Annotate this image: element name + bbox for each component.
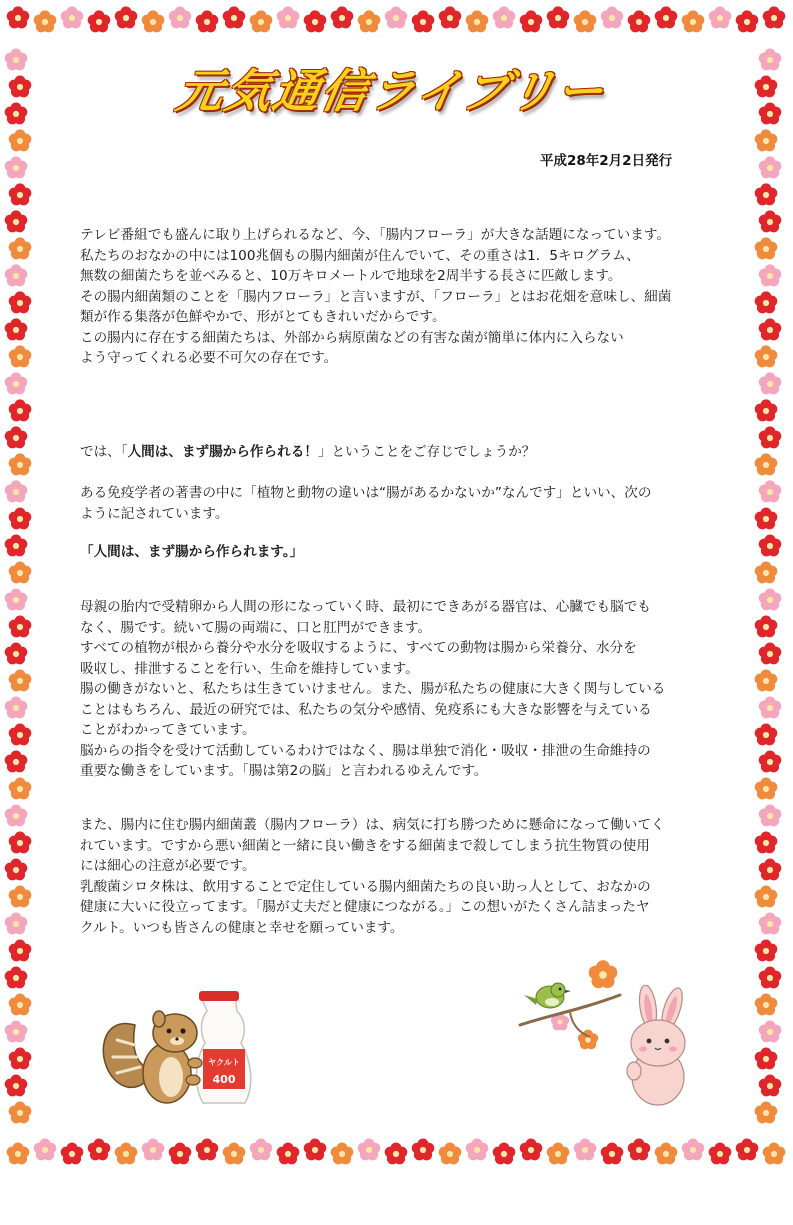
plum-blossom-icon [7,1143,30,1165]
plum-blossom-icon [466,10,489,32]
plum-blossom-icon [5,1021,28,1043]
quote-heading [80,542,720,563]
plum-blossom-icon [755,724,778,746]
bird-icon [524,983,571,1008]
plum-blossom-icon [547,1143,570,1165]
plum-blossom-icon [5,697,28,719]
plum-blossom-icon [9,724,32,746]
text-line: すべての植物が根から養分や水分を吸収するように、すべての動物は腸から栄養分、水分を [80,640,637,656]
plum-blossom-icon [61,1143,84,1165]
plum-blossom-icon [759,103,782,125]
plum-blossom-icon [5,1075,28,1097]
plum-blossom-icon [755,562,778,584]
plum-blossom-icon [755,1102,778,1124]
squirrel-bottle-illustration [95,985,265,1115]
plum-blossom-icon [763,6,786,28]
plum-blossom-icon [709,6,732,28]
plum-blossom-icon [759,264,782,286]
plum-blossom-icon [358,10,381,32]
plum-blossom-icon [5,49,28,71]
text-line: 吸収し、排泄することを行い、生命を維持しています。 [80,660,419,677]
plum-blossom-icon [759,480,782,502]
plum-blossom-icon [439,6,462,28]
plum-blossom-icon [466,1139,489,1161]
plum-blossom-icon [755,453,778,475]
text-line: なく、腸です。続いて腸の両端に、口と肛門ができます。 [80,619,431,636]
plum-blossom-icon [61,6,84,28]
plum-blossom-icon [9,76,32,98]
plum-blossom-icon [5,751,28,773]
plum-blossom-icon [196,10,219,32]
plum-blossom-icon [250,1139,273,1161]
plum-blossom-icon [5,480,28,502]
plum-blossom-icon [9,670,32,692]
plum-blossom-icon [9,129,32,151]
text-line: その腸内細菌類のことを「腸内フローラ」と言いますが、「フローラ」とはお花畑を意味し、細菌 [80,288,672,305]
plum-blossom-icon [34,1139,57,1161]
plum-blossom-icon [628,10,651,32]
bottle-brand: ヤクルト [208,1058,240,1067]
plum-blossom-icon [759,372,782,394]
plum-blossom-icon [9,940,32,962]
text-line: 腸の働きがないと、私たちは生きていけません。また、腸が私たちの健康に大きく関与している [80,681,666,697]
plum-blossom-icon [655,6,678,28]
plum-blossom-icon [682,10,705,32]
plum-blossom-icon [9,508,32,530]
plum-blossom-icon [5,264,28,286]
plum-blossom-icon [759,210,782,232]
plum-blossom-icon [439,1143,462,1165]
plum-blossom-icon [5,589,28,611]
yakult-bottle-icon [196,991,250,1103]
question-bold: 人間は、まず腸から作られる！ [127,444,318,460]
plum-blossom-icon [169,6,192,28]
plum-blossom-icon [5,426,28,448]
plum-blossom-icon [115,6,138,28]
plum-blossom-icon [755,1048,778,1070]
plum-blossom-icon [9,886,32,908]
plum-blossom-icon [142,1139,165,1161]
text-line: ように記されています。 [80,505,229,522]
plum-blossom-icon [755,886,778,908]
plum-blossom-icon [759,805,782,827]
plum-blossom-icon [34,10,57,32]
plum-blossom-icon [755,994,778,1016]
body-paragraph [80,597,720,782]
plum-blossom-icon [5,643,28,665]
plum-blossom-icon [755,508,778,530]
plum-blossom-icon [759,589,782,611]
plum-blossom-icon [358,1139,381,1161]
text-line: 無数の細菌たちを並べみると、10万キロメートルで地球を2周半する長さに匹敵します。 [80,268,622,284]
plum-blossom-icon [5,372,28,394]
newsletter-title [172,55,610,118]
plum-blossom-icon [9,778,32,800]
title-text: 元気通信ライブリー [172,64,610,118]
plum-blossom-icon [9,616,32,638]
plum-blossom-icon [755,399,778,421]
plum-blossom-icon [755,129,778,151]
plum-blossom-icon [7,6,30,28]
plum-blossom-icon [277,6,300,28]
plum-blossom-icon [9,345,32,367]
plum-blossom-icon [9,994,32,1016]
plum-blossom-icon [755,778,778,800]
plum-blossom-icon [5,805,28,827]
text-line: れています。ですから悪い細菌と一緒に良い働きをする細菌まで殺してしまう抗生物質の使用 [80,837,650,854]
plum-blossom-icon [196,1139,219,1161]
plum-blossom-icon [628,1139,651,1161]
text-line: ある免疫学者の著書の中に「植物と動物の違いは“腸があるかないか”なんです」といい、次の [80,485,652,501]
text-line: 乳酸菌シロタ株は、飲用することで定住している腸内細菌たちの良い助っ人として、おなかの [80,878,651,895]
plum-blossom-icon [759,1021,782,1043]
plum-blossom-icon [759,859,782,881]
book-reference-paragraph [80,483,720,524]
text-line: 脳からの指令を受けて活動しているわけではなく、腸は単独で消化・吸収・排泄の生命維持の [80,742,651,759]
text-line: また、腸内に住む腸内細菌叢（腸内フローラ）は、病気に打ち勝つために懸命になって働いてく [80,817,665,833]
plum-blossom-icon [304,1139,327,1161]
bottle-number: 400 [212,1073,236,1086]
text-line: この腸内に存在する細菌たちは、外部から病原菌などの有害な菌が簡単に体内に入らない [80,329,624,346]
plum-blossom-icon [601,1143,624,1165]
plum-blossom-icon [9,237,32,259]
plum-blossom-icon [759,318,782,340]
plum-blossom-icon [331,6,354,28]
text-line: よう守ってくれる必要不可欠の存在です。 [80,350,338,366]
intro-paragraph [80,225,720,369]
plum-blossom-icon [547,6,570,28]
plum-blossom-icon [759,751,782,773]
plum-blossom-icon [9,1102,32,1124]
plum-blossom-icon [277,1143,300,1165]
plum-blossom-icon [5,156,28,178]
plum-blossom-icon [5,859,28,881]
plum-blossom-icon [115,1143,138,1165]
plum-blossom-icon [755,940,778,962]
plum-blossom-icon [5,318,28,340]
plum-blossom-icon [755,670,778,692]
text-line: 私たちのおなかの中には100兆個もの腸内細菌が住んでいて、その重さは1．5キログラム、 [80,247,640,264]
text-line: には細心の注意が必要です。 [80,858,256,874]
plum-blossom-icon [5,535,28,557]
text-line: クルト。いつも皆さんの健康と幸せを願っています。 [80,919,404,936]
plum-blossom-icon [9,1048,32,1070]
plum-blossom-icon [5,967,28,989]
rabbit-illustration [612,985,707,1110]
plum-blossom-icon [759,967,782,989]
plum-blossom-icon [759,535,782,557]
plum-blossom-icon [9,453,32,475]
text-line: 母親の胎内で受精卵から人間の形になっていく時、最初にできあがる器官は、心臓でも脳でも [80,599,651,615]
text-line: 重要な働きをしています。「腸は第2の脳」と言われるゆえんです。 [80,763,488,779]
text-line: ことがわかってきています。 [80,722,256,738]
question-after: 」ということをご存じでしょうか？ [317,444,536,460]
plum-blossom-icon [763,1143,786,1165]
plum-blossom-icon [88,1139,111,1161]
plum-blossom-icon [755,183,778,205]
plum-blossom-icon [759,643,782,665]
plum-blossom-icon [493,1143,516,1165]
plum-blossom-icon [493,6,516,28]
quote-text: 「人間は、まず腸から作られます。」 [80,544,304,560]
plum-blossom-icon [759,697,782,719]
plum-blossom-icon [759,913,782,935]
plum-blossom-icon [520,1139,543,1161]
plum-blossom-icon [5,103,28,125]
text-line: 類が作る集落が色鮮やかで、形がとてもきれいだからです。 [80,309,446,325]
plum-blossom-icon [223,1143,246,1165]
plum-blossom-icon [520,10,543,32]
plum-blossom-icon [9,832,32,854]
plum-blossom-icon [574,1139,597,1161]
plum-blossom-icon [9,562,32,584]
issue-date: 平成28年2月2日発行 [540,153,673,169]
question-before: では、「 [80,444,128,460]
plum-blossom-icon [223,6,246,28]
plum-blossom-icon [88,10,111,32]
plum-blossom-icon [759,1075,782,1097]
plum-blossom-icon [755,832,778,854]
plum-blossom-icon [9,399,32,421]
plum-blossom-icon [331,1143,354,1165]
plum-blossom-icon [412,10,435,32]
plum-blossom-icon [250,10,273,32]
plum-blossom-icon [601,6,624,28]
plum-blossom-icon [304,10,327,32]
plum-blossom-icon [736,10,759,32]
plum-blossom-icon [574,10,597,32]
plum-blossom-icon [655,1143,678,1165]
plum-blossom-icon [169,1143,192,1165]
question-paragraph [80,442,720,463]
plum-blossom-icon [9,291,32,313]
text-line: ことはもちろん、最近の研究では、私たちの気分や感情、免疫系にも大きな影響を与えている [80,701,652,718]
plum-blossom-icon [759,49,782,71]
plum-blossom-icon [759,156,782,178]
plum-blossom-icon [142,10,165,32]
closing-paragraph [80,815,720,938]
plum-blossom-icon [9,183,32,205]
text-line: テレビ番組でも盛んに取り上げられるなど、今、「腸内フローラ」が大きな話題になっています。 [80,227,670,243]
plum-blossom-icon [385,6,408,28]
plum-blossom-icon [755,76,778,98]
plum-blossom-icon [736,1139,759,1161]
plum-blossom-icon [412,1139,435,1161]
plum-blossom-icon [682,1139,705,1161]
plum-blossom-icon [5,210,28,232]
plum-blossom-icon [5,913,28,935]
plum-blossom-icon [755,291,778,313]
text-line: 健康に大いに役立ってます。「腸が丈夫だと健康につながる。」この想いがたくさん詰まったヤ [80,899,650,915]
plum-blossom-icon [709,1143,732,1165]
plum-blossom-icon [385,1143,408,1165]
plum-blossom-icon [755,345,778,367]
plum-blossom-icon [755,237,778,259]
plum-blossom-icon [759,426,782,448]
plum-blossom-icon [755,616,778,638]
